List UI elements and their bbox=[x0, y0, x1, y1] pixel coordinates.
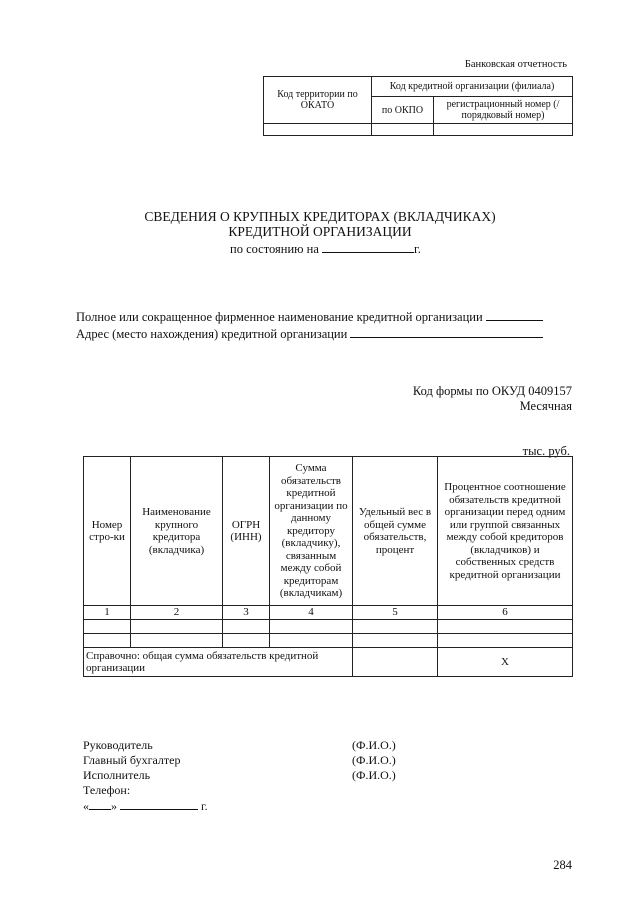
table-cell[interactable] bbox=[438, 634, 573, 648]
date-day-field[interactable] bbox=[89, 798, 111, 810]
report-date-field[interactable] bbox=[322, 241, 414, 253]
column-number-row bbox=[84, 606, 573, 620]
fio-executor: (Ф.И.О.) bbox=[352, 768, 396, 782]
total-label: Справочно: общая сумма обязательств кредитной организации bbox=[84, 648, 353, 677]
date-open-quote: « bbox=[83, 799, 89, 813]
fio-accountant: (Ф.И.О.) bbox=[352, 753, 396, 767]
col-header-row-number: Номер стро-ки bbox=[84, 457, 131, 606]
org-address-line bbox=[76, 326, 543, 342]
org-code-table bbox=[263, 76, 573, 136]
total-mark: Х bbox=[438, 648, 573, 677]
date-month-field[interactable] bbox=[120, 798, 198, 810]
page-subtitle: КРЕДИТНОЙ ОРГАНИЗАЦИИ bbox=[228, 224, 412, 239]
column-number: 4 bbox=[270, 606, 353, 620]
date-year-suffix: г. bbox=[201, 799, 208, 813]
table-cell[interactable] bbox=[84, 620, 131, 634]
signature-head: Руководитель bbox=[83, 738, 153, 752]
column-number: 1 bbox=[84, 606, 131, 620]
table-row bbox=[84, 634, 573, 648]
total-row bbox=[84, 648, 573, 677]
regnum-cell[interactable] bbox=[434, 124, 573, 136]
org-name-field[interactable] bbox=[486, 309, 543, 321]
okato-cell[interactable] bbox=[264, 124, 372, 136]
col-header-share-percent: Удельный вес в общей сумме обязательств, процент bbox=[353, 457, 438, 606]
report-date-line bbox=[230, 241, 421, 257]
okpo-cell[interactable] bbox=[372, 124, 434, 136]
regnum-header: регистрационный номер (/порядковый номер) bbox=[434, 97, 573, 124]
table-cell[interactable] bbox=[438, 620, 573, 634]
table-cell[interactable] bbox=[353, 634, 438, 648]
table-cell[interactable] bbox=[131, 634, 223, 648]
date-close-quote: » bbox=[111, 799, 117, 813]
col-header-ogrn: ОГРН (ИНН) bbox=[223, 457, 270, 606]
table-cell[interactable] bbox=[131, 620, 223, 634]
report-category-label: Банковская отчетность bbox=[464, 59, 567, 70]
column-number: 2 bbox=[131, 606, 223, 620]
org-address-label: Адрес (место нахождения) кредитной организации bbox=[76, 327, 348, 341]
signature-date bbox=[83, 798, 208, 814]
okato-header: Код территории по ОКАТО bbox=[264, 77, 372, 124]
org-address-field[interactable] bbox=[350, 326, 543, 338]
table-row bbox=[84, 620, 573, 634]
signature-executor: Исполнитель bbox=[83, 768, 151, 782]
table-cell[interactable] bbox=[223, 634, 270, 648]
okpo-header: по ОКПО bbox=[372, 97, 434, 124]
table-cell[interactable] bbox=[270, 634, 353, 648]
page-number: 284 bbox=[553, 858, 572, 872]
report-date-suffix: г. bbox=[414, 242, 421, 256]
signature-fio-block bbox=[352, 738, 396, 783]
table-cell[interactable] bbox=[84, 634, 131, 648]
col-header-liabilities-sum: Сумма обязательств кредитной организации по данному кредитору (вкладчику), связанным между собой кредиторам (вкладчикам) bbox=[270, 457, 353, 606]
org-code-header: Код кредитной организации (филиала) bbox=[372, 77, 573, 97]
column-number: 3 bbox=[223, 606, 270, 620]
signature-accountant: Главный бухгалтер bbox=[83, 753, 181, 767]
report-date-prefix: по состоянию на bbox=[230, 242, 319, 256]
column-number: 5 bbox=[353, 606, 438, 620]
form-code: Код формы по ОКУД 0409157 bbox=[412, 384, 572, 398]
table-cell[interactable] bbox=[270, 620, 353, 634]
table-cell[interactable] bbox=[353, 620, 438, 634]
fio-head: (Ф.И.О.) bbox=[352, 738, 396, 752]
table-cell[interactable] bbox=[223, 620, 270, 634]
org-name-label: Полное или сокращенное фирменное наименование кредитной организации bbox=[76, 310, 483, 324]
signature-block bbox=[83, 738, 208, 814]
page-title: СВЕДЕНИЯ О КРУПНЫХ КРЕДИТОРАХ (ВКЛАДЧИКАХ) bbox=[144, 209, 496, 224]
column-number: 6 bbox=[438, 606, 573, 620]
col-header-creditor-name: Наименование крупного кредитора (вкладчика) bbox=[131, 457, 223, 606]
form-code-block bbox=[413, 384, 572, 414]
creditors-table bbox=[83, 456, 573, 677]
signature-phone: Телефон: bbox=[83, 783, 131, 797]
org-name-line bbox=[76, 309, 543, 325]
col-header-ratio-own-funds: Процентное соотношение обязательств кредитной организации перед одним или группой связанных между собой кредиторов (вкладчиков) и собственных средств кредитной организации bbox=[438, 457, 573, 606]
form-periodicity: Месячная bbox=[519, 399, 572, 413]
total-share-cell[interactable] bbox=[353, 648, 438, 677]
table-unit: тыс. руб. bbox=[522, 444, 570, 458]
